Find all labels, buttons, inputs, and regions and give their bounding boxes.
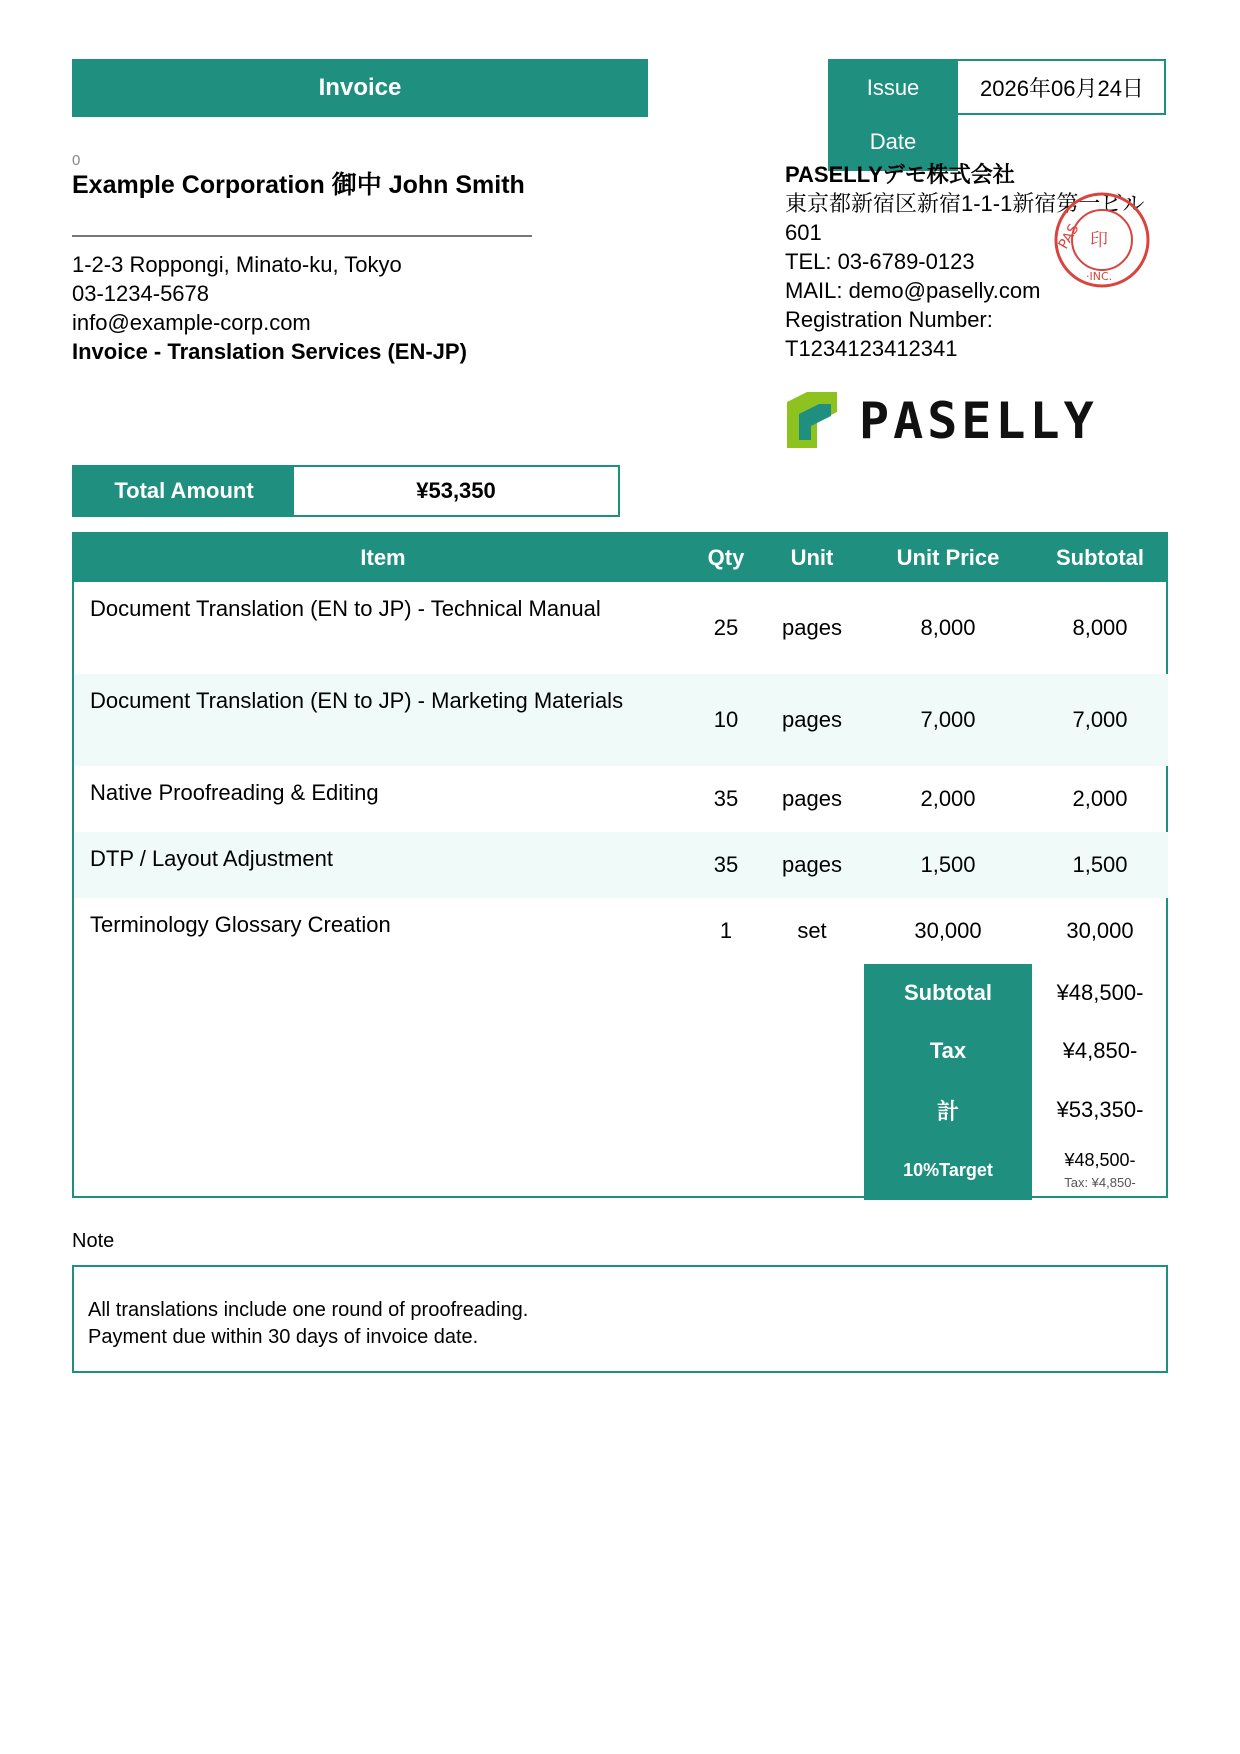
svg-text:印: 印	[1090, 230, 1108, 251]
row-price: 7,000	[864, 674, 1032, 766]
table-header-row	[74, 534, 1168, 582]
total-amount-label: Total Amount	[74, 467, 294, 515]
issuer-mail: MAIL: demo@paselly.com	[785, 278, 1041, 303]
client-address: 1-2-3 Roppongi, Minato-ku, Tokyo	[72, 252, 402, 277]
issue-label-line2: Date	[869, 129, 917, 154]
row-item: Native Proofreading & Editing	[90, 780, 379, 805]
client-phone: 03-1234-5678	[72, 281, 210, 306]
row-item: Document Translation (EN to JP) - Technical Manual	[90, 596, 601, 621]
row-price: 2,000	[920, 786, 976, 811]
svg-text:·INC.: ·INC.	[1086, 270, 1113, 283]
col-header-qty: Qty	[692, 534, 760, 582]
issuer-reg-number: T1234123412341	[785, 336, 958, 361]
total-amount-box	[72, 465, 620, 517]
summary-target-tax: Tax: ¥4,850-	[1064, 1175, 1136, 1190]
note-box	[72, 1265, 1168, 1373]
row-price: 1,500	[864, 832, 1032, 898]
client-info	[72, 250, 467, 366]
row-item: Terminology Glossary Creation	[90, 912, 391, 937]
summary-target-value: ¥48,500-	[1064, 1150, 1136, 1170]
row-subtotal: 7,000	[1032, 674, 1168, 766]
paselly-logo	[785, 390, 1125, 450]
note-line-2: Payment due within 30 days of invoice date.	[88, 1326, 479, 1348]
issue-date-value: 2026年06月24日	[980, 75, 1144, 101]
invoice-subject: Invoice - Translation Services (EN-JP)	[72, 339, 467, 364]
note-label: Note	[72, 1230, 115, 1252]
col-header-subtotal: Subtotal	[1032, 534, 1168, 582]
summary-row-subtotal	[74, 964, 1168, 1022]
summary-subtotal-value: ¥48,500-	[1056, 980, 1144, 1005]
row-unit: pages	[760, 674, 864, 766]
row-qty: 35	[692, 832, 760, 898]
summary-tax-label: Tax	[864, 1022, 1032, 1080]
row-unit: pages	[782, 615, 842, 640]
row-price: 8,000	[920, 615, 976, 640]
row-subtotal: 30,000	[1066, 918, 1134, 943]
summary-total-label: 計	[864, 1080, 1032, 1140]
row-subtotal: 2,000	[1072, 786, 1128, 811]
issuer-address-1: 東京都新宿区新宿1-1-1新宿第一ビル	[785, 191, 1145, 216]
total-amount-value: ¥53,350	[416, 478, 496, 503]
col-header-unit-price: Unit Price	[864, 534, 1032, 582]
row-qty: 1	[719, 918, 733, 943]
row-subtotal: 1,500	[1032, 832, 1168, 898]
row-qty: 10	[692, 674, 760, 766]
summary-row-target	[74, 1140, 1168, 1200]
issuer-tel: TEL: 03-6789-0123	[785, 249, 975, 274]
summary-target-label: 10%Target	[864, 1140, 1032, 1200]
summary-target-cell	[1032, 1140, 1168, 1200]
row-subtotal: 8,000	[1072, 615, 1128, 640]
issuer-reg-label: Registration Number:	[785, 307, 993, 332]
client-index: 0	[72, 152, 81, 169]
summary-tax-value: ¥4,850-	[1062, 1038, 1138, 1063]
summary-total-value: ¥53,350-	[1056, 1097, 1144, 1122]
col-header-unit: Unit	[760, 534, 864, 582]
summary-subtotal-label: Subtotal	[864, 964, 1032, 1022]
table-row	[74, 898, 1168, 964]
col-header-item: Item	[74, 534, 692, 582]
issuer-address-2: 601	[785, 220, 822, 245]
company-seal-stamp	[1052, 190, 1152, 290]
table-row	[74, 674, 1168, 766]
note-line-1: All translations include one round of proofreading.	[88, 1299, 529, 1321]
issue-date-label	[828, 59, 958, 171]
invoice-title: Invoice	[72, 59, 648, 117]
row-qty: 25	[713, 615, 739, 640]
row-unit: set	[797, 918, 827, 943]
logo-wordmark: PASELLY	[859, 392, 1098, 450]
row-item: Document Translation (EN to JP) - Marketing Materials	[74, 674, 692, 766]
client-email: info@example-corp.com	[72, 310, 311, 335]
issue-label-line1: Issue	[866, 75, 920, 100]
table-row	[74, 832, 1168, 898]
table-row	[74, 766, 1168, 832]
summary-row-total	[74, 1080, 1168, 1140]
row-unit: pages	[782, 786, 842, 811]
row-qty: 35	[713, 786, 739, 811]
row-price: 30,000	[914, 918, 982, 943]
summary-row-tax	[74, 1022, 1168, 1080]
line-items-table	[72, 532, 1168, 1198]
issuer-company: PASELLYデモ株式会社	[785, 162, 1015, 187]
svg-text:PAS: PAS	[1055, 221, 1083, 252]
table-row	[74, 582, 1168, 674]
row-item: DTP / Layout Adjustment	[74, 832, 692, 898]
client-divider	[72, 235, 532, 237]
row-unit: pages	[760, 832, 864, 898]
client-name: Example Corporation 御中 John Smith	[72, 171, 525, 199]
